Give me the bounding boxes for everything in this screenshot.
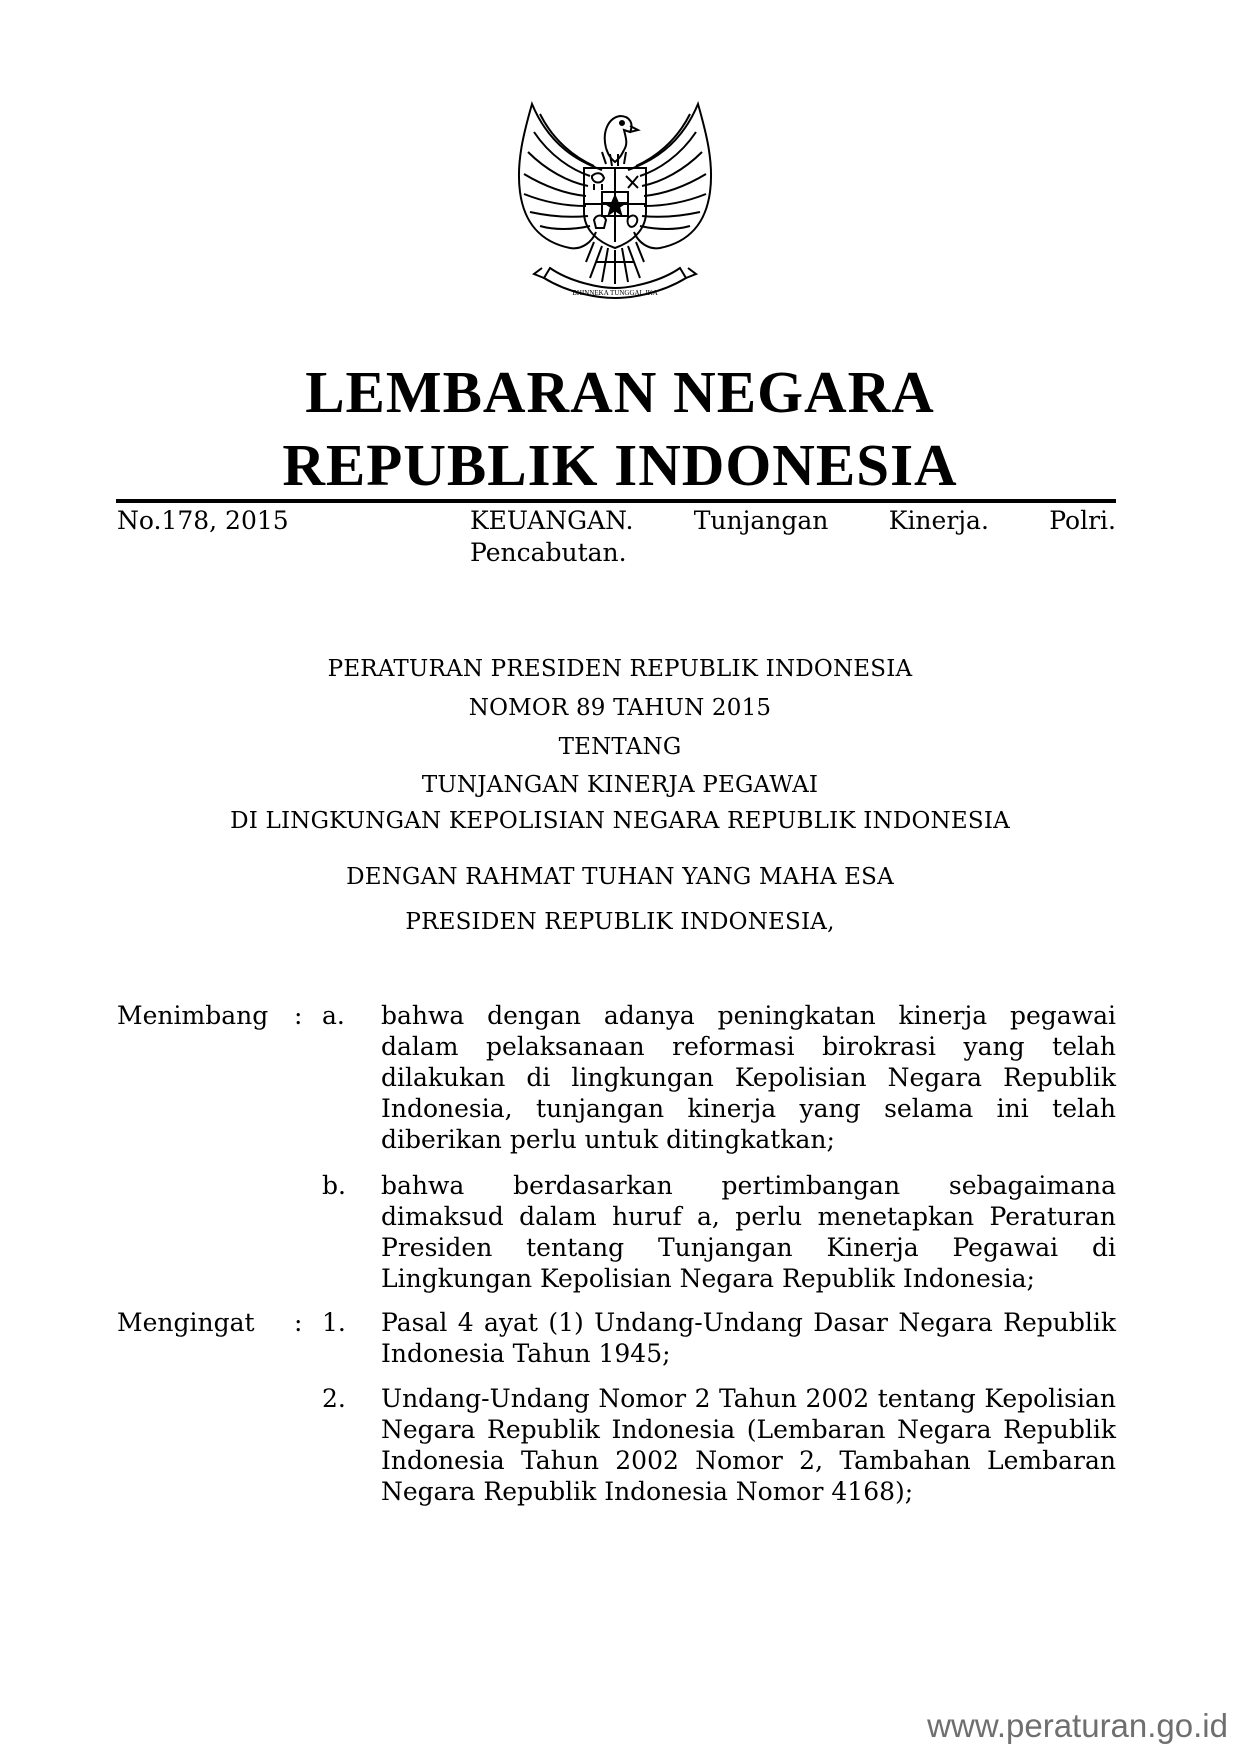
mengingat-colon: : bbox=[294, 1308, 303, 1337]
menimbang-item-marker: b. bbox=[322, 1171, 346, 1200]
mengingat-item-text: Pasal 4 ayat (1) Undang-Undang Dasar Negara Republik Indonesia Tahun 1945; bbox=[381, 1308, 1116, 1368]
svg-text:BHINNEKA TUNGGAL IKA: BHINNEKA TUNGGAL IKA bbox=[572, 289, 658, 297]
gazette-title-line1: LEMBARAN NEGARA bbox=[305, 359, 935, 425]
garuda-pancasila-emblem-icon bbox=[510, 92, 720, 306]
footer-website-url: www.peraturan.go.id bbox=[927, 1707, 1228, 1744]
preamble-line1: DENGAN RAHMAT TUHAN YANG MAHA ESA bbox=[346, 864, 894, 890]
regulation-title-line1: PERATURAN PRESIDEN REPUBLIK INDONESIA bbox=[327, 656, 913, 682]
menimbang-item-text: bahwa dengan adanya peningkatan kinerja pegawai dalam pelaksanaan reformasi birokrasi yang telah dilakukan di lingkungan Kepolisian Negara Republik Indonesia, tunjangan kinerja yang selama ini telah diberikan perlu untuk ditingkatkan; bbox=[381, 1001, 1116, 1154]
menimbang-item-text: bahwa berdasarkan pertimbangan sebagaimana dimaksud dalam huruf a, perlu menetapkan Peraturan Presiden tentang Tunjangan Kinerja Pegawai di Lingkungan Kepolisian Negara Republik Indonesia; bbox=[381, 1171, 1116, 1293]
mengingat-item-marker: 1. bbox=[322, 1308, 346, 1337]
regulation-title-line4: TUNJANGAN KINERJA PEGAWAI bbox=[421, 772, 819, 798]
gazette-number: No.178, 2015 bbox=[117, 506, 289, 535]
menimbang-colon: : bbox=[294, 1001, 303, 1030]
title-divider bbox=[116, 499, 1116, 503]
gazette-title-line2: REPUBLIK INDONESIA bbox=[282, 432, 958, 498]
mengingat-item-text: Undang-Undang Nomor 2 Tahun 2002 tentang Kepolisian Negara Republik Indonesia (Lembaran Negara Republik Indonesia Tahun 2002 Nomor 2, Tambahan Lembaran Negara Republik Indonesia Nomor 4168); bbox=[381, 1384, 1116, 1506]
menimbang-item-marker: a. bbox=[322, 1001, 345, 1030]
mengingat-item-marker: 2. bbox=[322, 1384, 346, 1413]
gazette-subject: KEUANGAN. Tunjangan Kinerja. Polri. Pencabutan. bbox=[470, 506, 1116, 567]
regulation-title-line3: TENTANG bbox=[558, 734, 682, 760]
preamble-line2: PRESIDEN REPUBLIK INDONESIA, bbox=[405, 909, 835, 935]
mengingat-label: Mengingat bbox=[117, 1308, 255, 1337]
regulation-title-line5: DI LINGKUNGAN KEPOLISIAN NEGARA REPUBLIK INDONESIA bbox=[230, 808, 1010, 834]
menimbang-label: Menimbang bbox=[117, 1001, 269, 1030]
regulation-title-line2: NOMOR 89 TAHUN 2015 bbox=[468, 695, 772, 721]
